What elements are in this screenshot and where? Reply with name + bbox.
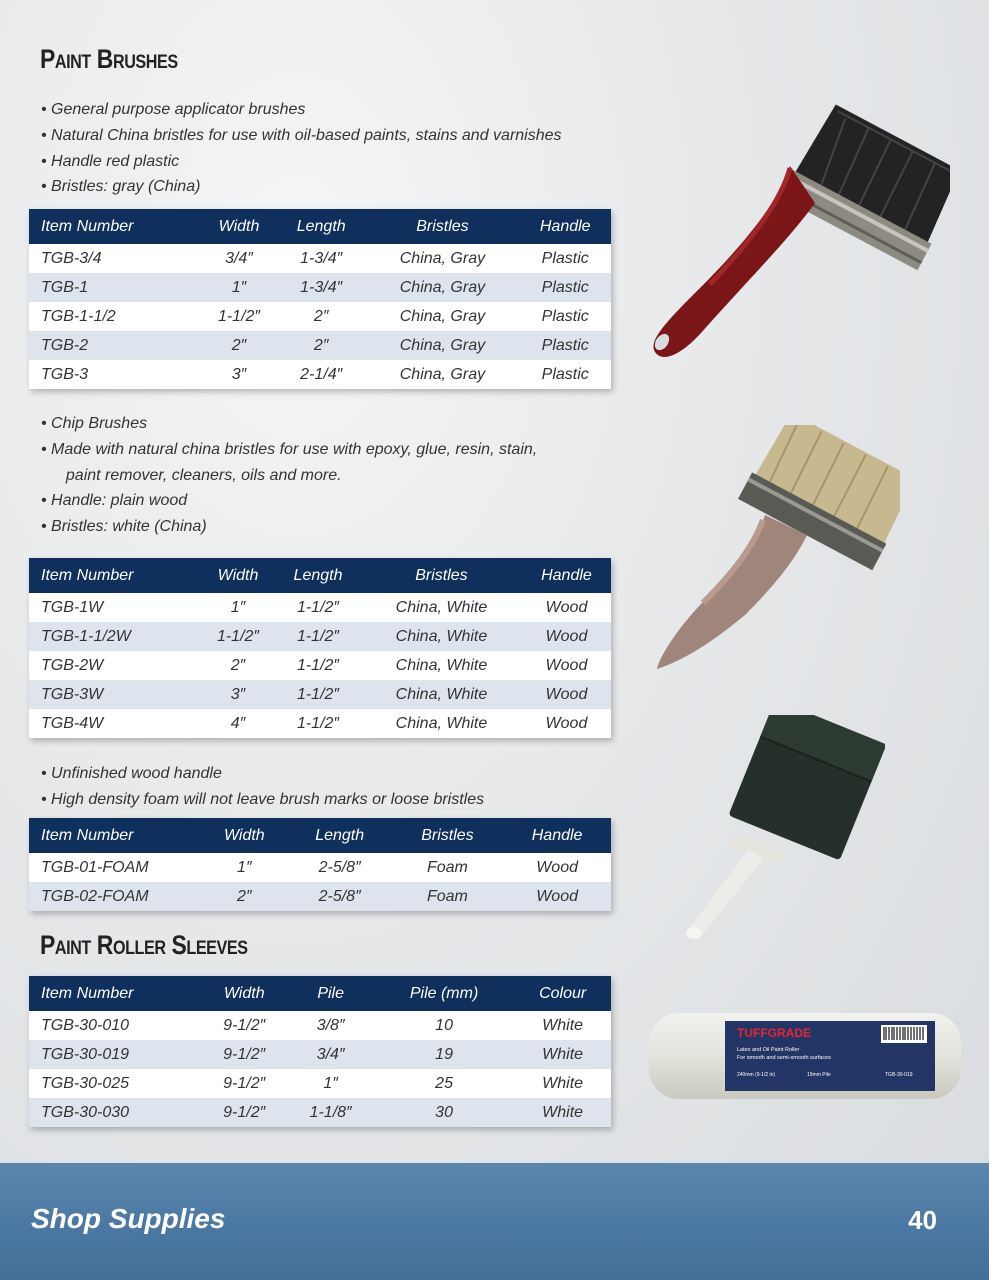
table-cell: TGB-3	[29, 360, 201, 389]
table-row	[29, 1069, 611, 1098]
column-header: Width	[201, 976, 287, 1011]
table-cell: TGB-3/4	[29, 244, 201, 273]
table-row	[29, 1098, 611, 1127]
table-cell: 2″	[201, 651, 275, 680]
table-cell: 9-1/2″	[201, 1069, 287, 1098]
table-cell: Wood	[503, 853, 611, 882]
table-row	[29, 709, 611, 738]
table-cell: Plastic	[519, 302, 611, 331]
table-cell: Foam	[392, 882, 504, 911]
column-header: Handle	[519, 209, 611, 244]
table-row	[29, 273, 611, 302]
roller-label-line2: For smooth and semi-smooth surfaces	[737, 1055, 831, 1061]
table-row	[29, 1011, 611, 1040]
table-cell: 1-1/2″	[275, 622, 361, 651]
table-cell: 3/4″	[287, 1040, 373, 1069]
table-cell: TGB-1	[29, 273, 201, 302]
bullet-item: • Bristles: white (China)	[41, 514, 537, 540]
table-cell: White	[514, 1011, 611, 1040]
bullet-item: • High density foam will not leave brush marks or loose bristles	[41, 787, 484, 813]
table-cell: 2-5/8″	[288, 882, 392, 911]
roller-label-pile: 19mm Pile	[807, 1072, 831, 1078]
table-cell: 19	[374, 1040, 514, 1069]
chip-brush-image	[655, 425, 900, 675]
table-cell: Wood	[522, 593, 611, 622]
table-row	[29, 853, 611, 882]
column-header: Bristles	[392, 818, 504, 853]
table-cell: Plastic	[519, 331, 611, 360]
table-row	[29, 331, 611, 360]
table-cell: 2″	[277, 302, 365, 331]
table-cell: White	[514, 1040, 611, 1069]
table-cell: TGB-2	[29, 331, 201, 360]
table-cell: 3/4″	[201, 244, 277, 273]
table-cell: 1-1/2″	[275, 593, 361, 622]
table-cell: China, White	[361, 651, 522, 680]
table-row	[29, 651, 611, 680]
column-header: Length	[288, 818, 392, 853]
column-header: Colour	[514, 976, 611, 1011]
column-header: Item Number	[29, 818, 201, 853]
table-header-row	[29, 558, 611, 593]
table-cell: 1″	[201, 593, 275, 622]
roller-brand-label: TUFFGRADE	[737, 1026, 811, 1040]
table-cell: 1-3/4″	[277, 244, 365, 273]
table-cell: China, Gray	[365, 331, 519, 360]
footer-section-title: Shop Supplies	[31, 1203, 226, 1234]
table-cell: 3/8″	[287, 1011, 373, 1040]
table-cell: 30	[374, 1098, 514, 1127]
table-row	[29, 593, 611, 622]
table-cell: 9-1/2″	[201, 1098, 287, 1127]
table-cell: 25	[374, 1069, 514, 1098]
table-cell: 1-3/4″	[277, 273, 365, 302]
table-cell: Plastic	[519, 273, 611, 302]
roller-label-size: 240mm (9-1/2 in)	[737, 1072, 776, 1078]
table-cell: 1″	[201, 853, 288, 882]
column-header: Item Number	[29, 976, 201, 1011]
table-cell: TGB-30-030	[29, 1098, 201, 1127]
table-cell: TGB-01-FOAM	[29, 853, 201, 882]
table-cell: 1-1/2″	[275, 651, 361, 680]
table-cell: 4″	[201, 709, 275, 738]
bullet-item: • Bristles: gray (China)	[41, 174, 562, 200]
table-cell: 1-1/2″	[201, 622, 275, 651]
table-cell: TGB-30-019	[29, 1040, 201, 1069]
column-header: Handle	[522, 558, 611, 593]
table-cell: 3″	[201, 680, 275, 709]
table-cell: 3″	[201, 360, 277, 389]
roller-label-code: TGB-30-019	[885, 1072, 913, 1078]
table-cell: 1″	[201, 273, 277, 302]
table-cell: 2″	[277, 331, 365, 360]
table-cell: China, White	[361, 593, 522, 622]
column-header: Pile	[287, 976, 373, 1011]
table-cell: Foam	[392, 853, 504, 882]
table-cell: 9-1/2″	[201, 1011, 287, 1040]
table-row	[29, 680, 611, 709]
table-cell: TGB-3W	[29, 680, 201, 709]
table-cell: 1-1/2″	[201, 302, 277, 331]
table-row	[29, 302, 611, 331]
table-cell: TGB-30-010	[29, 1011, 201, 1040]
table-cell: 9-1/2″	[201, 1040, 287, 1069]
table-cell: China, Gray	[365, 244, 519, 273]
roller-sleeve-image	[645, 1003, 965, 1105]
table-cell: 10	[374, 1011, 514, 1040]
table-cell: Wood	[522, 709, 611, 738]
spec-table-roller-sleeves	[29, 976, 611, 1127]
plastic-paint-brush-image	[640, 88, 950, 368]
table-cell: White	[514, 1069, 611, 1098]
bullet-list-section3	[41, 761, 484, 813]
table-cell: Wood	[522, 622, 611, 651]
table-cell: China, White	[361, 709, 522, 738]
table-cell: China, White	[361, 680, 522, 709]
bullet-item-continuation: paint remover, cleaners, oils and more.	[65, 466, 342, 484]
table-cell: Plastic	[519, 244, 611, 273]
table-row	[29, 622, 611, 651]
column-header: Item Number	[29, 558, 201, 593]
section-title-paint-brushes: Paint Brushes	[40, 44, 178, 74]
bullet-item: • Handle red plastic	[41, 149, 562, 175]
table-cell: TGB-30-025	[29, 1069, 201, 1098]
column-header: Bristles	[365, 209, 519, 244]
bullet-list-section2	[41, 411, 537, 540]
table-header-row	[29, 209, 611, 244]
table-cell: 2-5/8″	[288, 853, 392, 882]
table-cell: Plastic	[519, 360, 611, 389]
column-header: Length	[277, 209, 365, 244]
table-row	[29, 244, 611, 273]
table-cell: China, Gray	[365, 273, 519, 302]
roller-label-line1: Latex and Oil Paint Roller	[737, 1047, 800, 1053]
column-header: Item Number	[29, 209, 201, 244]
table-cell: TGB-02-FOAM	[29, 882, 201, 911]
section-title-roller-sleeves: Paint Roller Sleeves	[40, 930, 248, 960]
table-row	[29, 1040, 611, 1069]
table-header-row	[29, 818, 611, 853]
table-cell: 1-1/2″	[275, 680, 361, 709]
table-row	[29, 882, 611, 911]
table-cell: Wood	[503, 882, 611, 911]
table-cell: TGB-1W	[29, 593, 201, 622]
column-header: Pile (mm)	[374, 976, 514, 1011]
bullet-item: • Unfinished wood handle	[41, 761, 484, 787]
table-cell: TGB-2W	[29, 651, 201, 680]
page-number: 40	[908, 1205, 937, 1235]
table-cell: Wood	[522, 680, 611, 709]
table-cell: White	[514, 1098, 611, 1127]
table-cell: 2-1/4″	[277, 360, 365, 389]
column-header: Handle	[503, 818, 611, 853]
table-cell: TGB-1-1/2W	[29, 622, 201, 651]
column-header: Length	[275, 558, 361, 593]
table-cell: TGB-1-1/2	[29, 302, 201, 331]
table-cell: 2″	[201, 331, 277, 360]
table-row	[29, 360, 611, 389]
table-cell: 1″	[287, 1069, 373, 1098]
column-header: Width	[201, 558, 275, 593]
bullet-item: • Chip Brushes	[41, 411, 537, 437]
foam-brush-image	[680, 715, 885, 945]
table-cell: 2″	[201, 882, 288, 911]
bullet-item: • Made with natural china bristles for use with epoxy, glue, resin, stain,	[41, 437, 537, 463]
table-cell: TGB-4W	[29, 709, 201, 738]
table-cell: China, Gray	[365, 302, 519, 331]
bullet-list-section1	[41, 97, 562, 200]
table-cell: China, Gray	[365, 360, 519, 389]
column-header: Width	[201, 818, 288, 853]
spec-table-plastic-brushes	[29, 209, 611, 389]
table-cell: 1-1/2″	[275, 709, 361, 738]
spec-table-foam-brushes	[29, 818, 611, 911]
column-header: Bristles	[361, 558, 522, 593]
spec-table-chip-brushes	[29, 558, 611, 738]
bullet-item: • Natural China bristles for use with oil-based paints, stains and varnishes	[41, 123, 562, 149]
table-cell: 1-1/8″	[287, 1098, 373, 1127]
table-cell: Wood	[522, 651, 611, 680]
column-header: Width	[201, 209, 277, 244]
table-header-row	[29, 976, 611, 1011]
table-cell: China, White	[361, 622, 522, 651]
bullet-item: • General purpose applicator brushes	[41, 97, 562, 123]
bullet-item: • Handle: plain wood	[41, 488, 537, 514]
